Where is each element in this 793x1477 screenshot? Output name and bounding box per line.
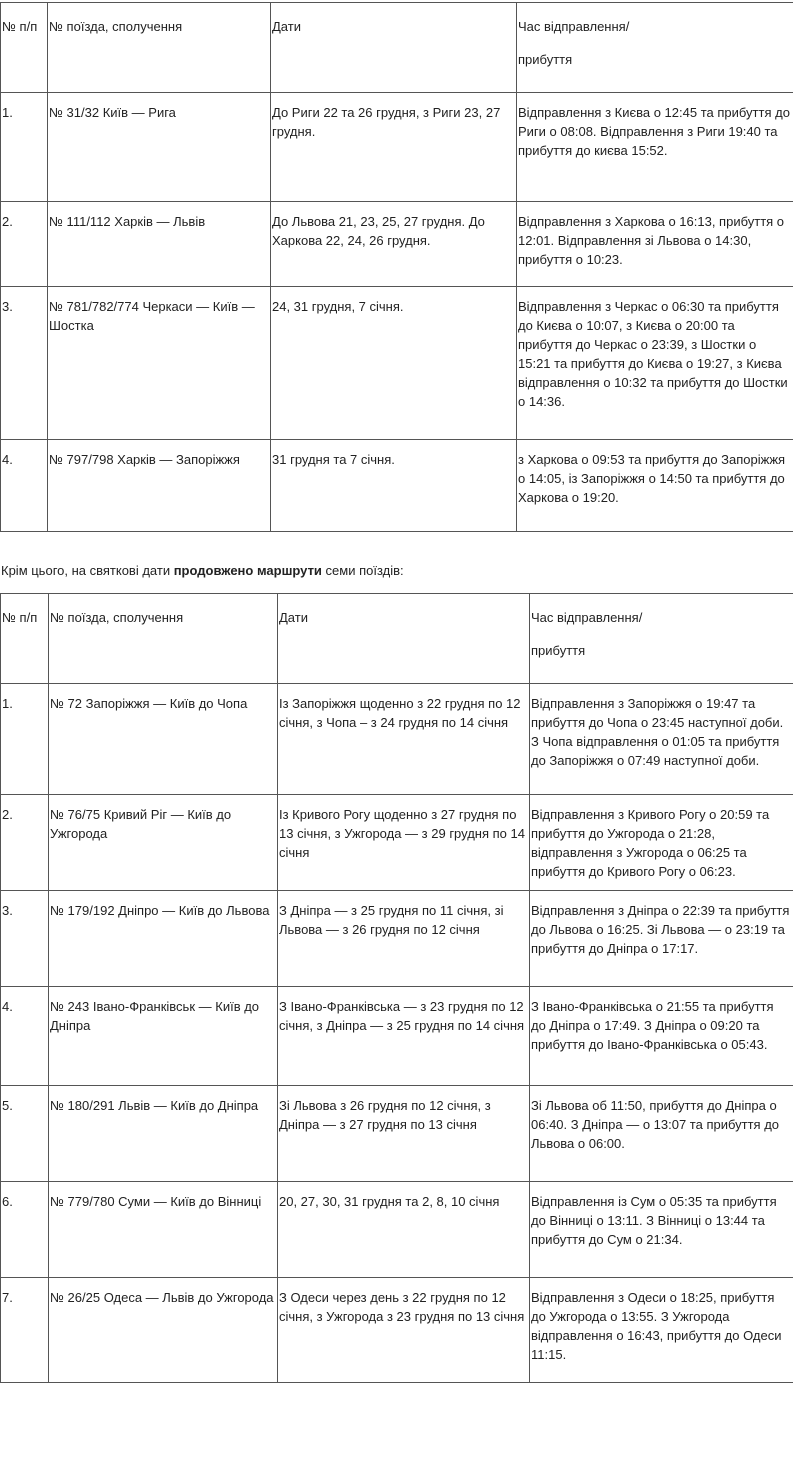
cell-num: 7. — [1, 1278, 49, 1383]
cell-dates: З Дніпра — з 25 грудня по 11 січня, зі Львова — з 26 грудня по 12 січня — [278, 891, 530, 987]
header-time-line2: прибуття — [518, 52, 573, 67]
cell-dates: 31 грудня та 7 січня. — [271, 440, 517, 532]
table-row — [1, 684, 793, 795]
cell-num: 3. — [1, 891, 49, 987]
cell-num: 1. — [1, 684, 49, 795]
header-dates: Дати — [271, 3, 517, 93]
header-row — [1, 3, 793, 93]
table-row — [1, 440, 793, 532]
header-time — [530, 594, 793, 684]
intro-before: Крім цього, на святкові дати — [1, 563, 174, 578]
header-num: № п/п — [1, 3, 48, 93]
cell-dates: До Риги 22 та 26 грудня, з Риги 23, 27 грудня. — [271, 93, 517, 202]
header-num: № п/п — [1, 594, 49, 684]
table-row — [1, 1086, 793, 1182]
cell-time: Відправлення з Кривого Рогу о 20:59 та прибуття до Ужгорода о 21:28, відправлення з Ужгорода о 06:25 та прибуття до Кривого Рогу о 06:23. — [530, 795, 793, 891]
cell-time: з Харкова о 09:53 та прибуття до Запоріжжя о 14:05, із Запоріжжя о 14:50 та прибуття до Харкова о 19:20. — [517, 440, 793, 532]
cell-dates: 20, 27, 30, 31 грудня та 2, 8, 10 січня — [278, 1182, 530, 1278]
cell-num: 2. — [1, 795, 49, 891]
table-row — [1, 1278, 793, 1383]
cell-train: № 26/25 Одеса — Львів до Ужгорода — [49, 1278, 278, 1383]
cell-time: Відправлення з Запоріжжя о 19:47 та прибуття до Чопа о 23:45 наступної доби. З Чопа відправлення о 01:05 та прибуття до Запоріжжя о 07:49 наступної доби. — [530, 684, 793, 795]
table-body — [1, 594, 793, 1383]
table-row — [1, 287, 793, 440]
cell-time: Зі Львова об 11:50, прибуття до Дніпра о 06:40. З Дніпра — о 13:07 та прибуття до Львова о 06:00. — [530, 1086, 793, 1182]
cell-num: 4. — [1, 440, 48, 532]
header-time-line1: Час відправлення/ — [531, 610, 643, 625]
cell-num: 6. — [1, 1182, 49, 1278]
train-schedule-table-2 — [0, 593, 793, 1383]
cell-dates: Із Кривого Рогу щоденно з 27 грудня по 13 січня, з Ужгорода — з 29 грудня по 14 січня — [278, 795, 530, 891]
cell-time: Відправлення із Сум о 05:35 та прибуття до Вінниці о 13:11. З Вінниці о 13:44 та прибуття до Сум о 21:34. — [530, 1182, 793, 1278]
cell-train: № 779/780 Суми — Київ до Вінниці — [49, 1182, 278, 1278]
cell-train: № 111/112 Харків — Львів — [48, 202, 271, 287]
intro-bold: продовжено маршрути — [173, 563, 322, 578]
cell-train: № 31/32 Київ — Рига — [48, 93, 271, 202]
cell-time: Відправлення з Києва о 12:45 та прибуття до Риги о 08:08. Відправлення з Риги 19:40 та прибуття до києва 15:52. — [517, 93, 793, 202]
cell-time: Відправлення з Одеси о 18:25, прибуття до Ужгорода о 13:55. З Ужгорода відправлення о 16:43, прибуття до Одеси 11:15. — [530, 1278, 793, 1383]
header-time — [517, 3, 793, 93]
table-row — [1, 202, 793, 287]
cell-time: З Івано-Франківська о 21:55 та прибуття до Дніпра о 17:49. З Дніпра о 09:20 та прибуття до Івано-Франківська о 05:43. — [530, 987, 793, 1086]
cell-dates: З Одеси через день з 22 грудня по 12 січня, з Ужгорода з 23 грудня по 13 січня — [278, 1278, 530, 1383]
header-train: № поїзда, сполучення — [49, 594, 278, 684]
table-row — [1, 987, 793, 1086]
cell-train: № 180/291 Львів — Київ до Дніпра — [49, 1086, 278, 1182]
cell-dates: З Івано-Франківська — з 23 грудня по 12 січня, з Дніпра — з 25 грудня по 14 січня — [278, 987, 530, 1086]
table-row — [1, 93, 793, 202]
cell-time: Відправлення з Дніпра о 22:39 та прибуття до Львова о 16:25. Зі Львова — о 23:19 та прибуття до Дніпра о 17:17. — [530, 891, 793, 987]
cell-num: 1. — [1, 93, 48, 202]
cell-train: № 797/798 Харків — Запоріжжя — [48, 440, 271, 532]
intro-after: семи поїздів: — [321, 563, 404, 578]
table-body — [1, 3, 793, 532]
table-row — [1, 891, 793, 987]
cell-train: № 179/192 Дніпро — Київ до Львова — [49, 891, 278, 987]
cell-dates: Із Запоріжжя щоденно з 22 грудня по 12 січня, з Чопа – з 24 грудня по 14 січня — [278, 684, 530, 795]
cell-dates: До Львова 21, 23, 25, 27 грудня. До Харкова 22, 24, 26 грудня. — [271, 202, 517, 287]
cell-train: № 76/75 Кривий Ріг — Київ до Ужгорода — [49, 795, 278, 891]
table-row — [1, 1182, 793, 1278]
cell-dates: 24, 31 грудня, 7 січня. — [271, 287, 517, 440]
cell-num: 4. — [1, 987, 49, 1086]
header-train: № поїзда, сполучення — [48, 3, 271, 93]
header-time-line2: прибуття — [531, 643, 586, 658]
cell-num: 2. — [1, 202, 48, 287]
cell-num: 5. — [1, 1086, 49, 1182]
train-schedule-table-1 — [0, 2, 793, 532]
cell-num: 3. — [1, 287, 48, 440]
cell-train: № 243 Івано-Франківськ — Київ до Дніпра — [49, 987, 278, 1086]
table-row — [1, 795, 793, 891]
cell-train: № 72 Запоріжжя — Київ до Чопа — [49, 684, 278, 795]
cell-time: Відправлення з Черкас о 06:30 та прибуття до Києва о 10:07, з Києва о 20:00 та прибуття до Черкас о 23:39, з Шостки о 15:21 та прибуття до Києва о 19:27, з Києва відправлення о 10:32 та прибуття до Шостки о 14:36. — [517, 287, 793, 440]
cell-train: № 781/782/774 Черкаси — Київ — Шостка — [48, 287, 271, 440]
header-time-line1: Час відправлення/ — [518, 19, 630, 34]
header-row — [1, 594, 793, 684]
cell-dates: Зі Львова з 26 грудня по 12 січня, з Дніпра — з 27 грудня по 13 січня — [278, 1086, 530, 1182]
intro-paragraph — [1, 561, 404, 580]
cell-time: Відправлення з Харкова о 16:13, прибуття о 12:01. Відправлення зі Львова о 14:30, прибуття о 10:23. — [517, 202, 793, 287]
header-dates: Дати — [278, 594, 530, 684]
